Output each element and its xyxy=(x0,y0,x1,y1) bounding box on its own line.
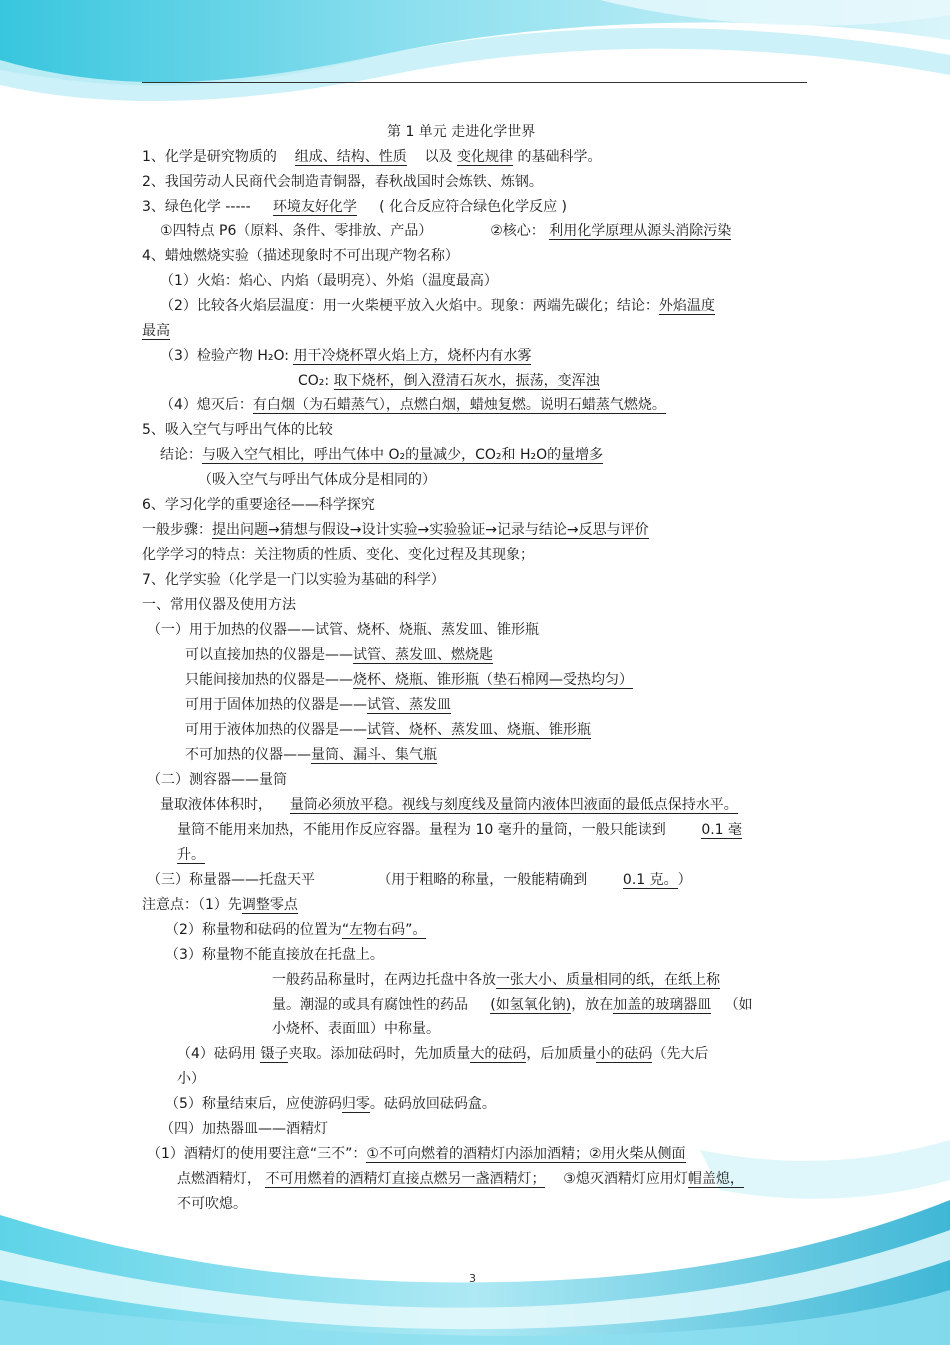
blank-answer: 一张大小、质量相同的纸，在纸上称 xyxy=(496,972,720,988)
line-3: 3、绿色化学 ----- 环境友好化学 ( 化合反应符合绿色化学反应 ) xyxy=(142,199,567,215)
blank-answer: 0.1 毫 xyxy=(701,822,743,838)
line-41: （1）酒精灯的使用要注意“三不”：①不可向燃着的酒精灯内添加酒精；②用火柴从侧面 xyxy=(147,1146,686,1162)
line-34: 一般药品称量时，在两边托盘中各放一张大小、质量相同的纸，在纸上称 xyxy=(272,972,720,988)
blank-answer: 加盖的玻璃器皿 xyxy=(613,997,712,1013)
blank-answer: 环境友好化学 xyxy=(272,199,357,215)
line-15: 6、学习化学的重要途径——科学探究 xyxy=(142,497,375,513)
line-16: 一般步骤：提出问题→猜想与假设→设计实验→实验验证→记录与结论→反思与评价 xyxy=(142,522,649,538)
line-13: 结论：与吸入空气相比，呼出气体中 O₂的量减少，CO₂和 H₂O的量增多 xyxy=(160,447,604,463)
blank-answer: “左物右码”。 xyxy=(341,922,427,938)
blank-answer: 量筒必须放平稳。视线与刻度线及量筒内液体凹液面的最低点保持水平。 xyxy=(289,797,738,813)
blank-answer: 试管、蒸发皿、燃烧匙 xyxy=(353,647,493,663)
line-28: 量筒不能用来加热，不能用作反应容器。量程为 10 毫升的量筒，一般只能读到 0.1 毫 xyxy=(177,822,743,838)
blank-answer: 调整零点 xyxy=(241,897,298,913)
line-14: （吸入空气与呼出气体成分是相同的） xyxy=(198,472,436,488)
line-4: ①四特点 P6（原料、条件、零排放、产品） ②核心： 利用化学原理从源头消除污染 xyxy=(160,223,732,239)
line-8: 最高 xyxy=(142,323,170,339)
line-26: （二）测容器——量筒 xyxy=(147,772,287,788)
line-29: 升。 xyxy=(177,847,205,863)
blank-answer: 有白烟（为石蜡蒸气），点燃白烟，蜡烛复燃。说明石蜡蒸气燃烧。 xyxy=(252,397,666,413)
header-rule xyxy=(142,82,807,83)
line-5: 4、蜡烛燃烧实验（描述现象时不可出现产物名称） xyxy=(142,248,459,264)
blank-answer: 镊子 xyxy=(260,1046,289,1062)
line-27: 量取液体体积时， 量筒必须放平稳。视线与刻度线及量筒内液体凹液面的最低点保持水平。 xyxy=(160,797,738,813)
line-18: 7、化学实验（化学是一门以实验为基础的科学） xyxy=(142,572,445,588)
line-36: 小烧杯、表面皿）中称量。 xyxy=(272,1021,440,1037)
line-35: 量。潮湿的或具有腐蚀性的药品 (如氢氧化钠)，放在加盖的玻璃器皿 （如 xyxy=(272,997,753,1013)
blank-answer: 大的砝码 xyxy=(470,1046,527,1062)
line-9: （3）检验产物 H₂O: 用干冷烧杯罩火焰上方，烧杯内有水雾 xyxy=(160,348,532,364)
line-1: 1、化学是研究物质的 组成、结构、性质 以及 变化规律 的基础科学。 xyxy=(142,149,602,165)
blank-answer: 小的砝码 xyxy=(596,1046,653,1062)
blank-answer: 外焰温度 xyxy=(658,298,715,314)
blank-answer: 烧杯、烧瓶、锥形瓶（垫石棉网—受热均匀） xyxy=(353,672,633,688)
line-21: 可以直接加热的仪器是——试管、蒸发皿、燃烧匙 xyxy=(185,647,493,663)
line-30: （三）称量器——托盘天平 （用于粗略的称量，一般能精确到 0.1 克。） xyxy=(147,872,692,888)
line-24: 可用于液体加热的仪器是——试管、烧杯、蒸发皿、烧瓶、锥形瓶 xyxy=(185,722,591,738)
line-39: （5）称量结束后，应使游码归零。砝码放回砝码盒。 xyxy=(165,1096,496,1112)
blank-answer: ①不可向燃着的酒精灯内添加酒精；②用火柴从侧面 xyxy=(366,1146,686,1162)
line-2: 2、我国劳动人民商代会制造青铜器，春秋战国时会炼铁、炼钢。 xyxy=(142,174,543,190)
line-42: 点燃酒精灯， 不可用燃着的酒精灯直接点燃另一盏酒精灯； ③熄灭酒精灯应用灯帽盖熄， xyxy=(177,1171,744,1187)
line-10: CO₂: 取下烧杯，倒入澄清石灰水，振荡，变浑浊 xyxy=(298,373,600,389)
unit-title: 第 1 单元 走进化学世界 xyxy=(387,124,536,140)
blank-answer: 帽盖熄， xyxy=(687,1171,744,1187)
line-12: 5、吸入空气与呼出气体的比较 xyxy=(142,422,333,438)
line-11: （4）熄灭后：有白烟（为石蜡蒸气），点燃白烟，蜡烛复燃。说明石蜡蒸气燃烧。 xyxy=(160,397,666,413)
line-17: 化学学习的特点：关注物质的性质、变化、变化过程及其现象； xyxy=(142,547,534,563)
blank-answer: 试管、蒸发皿 xyxy=(367,697,451,713)
blank-answer: 用干冷烧杯罩火焰上方，烧杯内有水雾 xyxy=(293,348,532,364)
blank-answer: 与吸入空气相比，呼出气体中 O₂的量减少，CO₂和 H₂O的量增多 xyxy=(202,447,604,463)
line-37: （4）砝码用 镊子夹取。添加砝码时，先加质量大的砝码，后加质量小的砝码（先大后 xyxy=(177,1046,709,1062)
line-38: 小） xyxy=(177,1071,205,1087)
line-43: 不可吹熄。 xyxy=(177,1196,247,1212)
line-6: （1）火焰：焰心、内焰（最明亮）、外焰（温度最高） xyxy=(160,273,498,289)
line-33: （3）称量物不能直接放在托盘上。 xyxy=(165,947,384,963)
blank-answer: 提出问题→猜想与假设→设计实验→实验验证→记录与结论→反思与评价 xyxy=(212,522,649,538)
blank-answer: 取下烧杯，倒入澄清石灰水，振荡，变浑浊 xyxy=(333,373,600,389)
blank-answer: 归零 xyxy=(341,1096,370,1112)
line-32: （2）称量物和砝码的位置为“左物右码”。 xyxy=(165,922,427,938)
blank-answer: (如氢氧化钠) xyxy=(490,997,572,1013)
blank-answer: 0.1 克。 xyxy=(622,872,678,888)
blank-answer: 不可用燃着的酒精灯直接点燃另一盏酒精灯； xyxy=(265,1171,546,1187)
line-31: 注意点：（1）先调整零点 xyxy=(142,897,298,913)
blank-answer: 试管、烧杯、蒸发皿、烧瓶、锥形瓶 xyxy=(367,722,591,738)
line-19: 一、常用仪器及使用方法 xyxy=(142,597,296,613)
line-22: 只能间接加热的仪器是——烧杯、烧瓶、锥形瓶（垫石棉网—受热均匀） xyxy=(185,672,633,688)
line-25: 不可加热的仪器——量筒、漏斗、集气瓶 xyxy=(185,747,437,763)
blank-answer: 组成、结构、性质 xyxy=(294,149,407,165)
blank-answer: 变化规律 xyxy=(457,149,513,165)
line-20: （一）用于加热的仪器——试管、烧杯、烧瓶、蒸发皿、锥形瓶 xyxy=(147,622,539,638)
line-40: （四）加热器皿——酒精灯 xyxy=(160,1121,328,1137)
page-number: 3 xyxy=(469,1272,476,1285)
line-7: （2）比较各火焰层温度：用一火柴梗平放入火焰中。现象：两端先碳化；结论：外焰温度 xyxy=(160,298,715,314)
blank-answer: 利用化学原理从源头消除污染 xyxy=(549,223,732,239)
line-23: 可用于固体加热的仪器是——试管、蒸发皿 xyxy=(185,697,451,713)
blank-answer: 量筒、漏斗、集气瓶 xyxy=(311,747,437,763)
